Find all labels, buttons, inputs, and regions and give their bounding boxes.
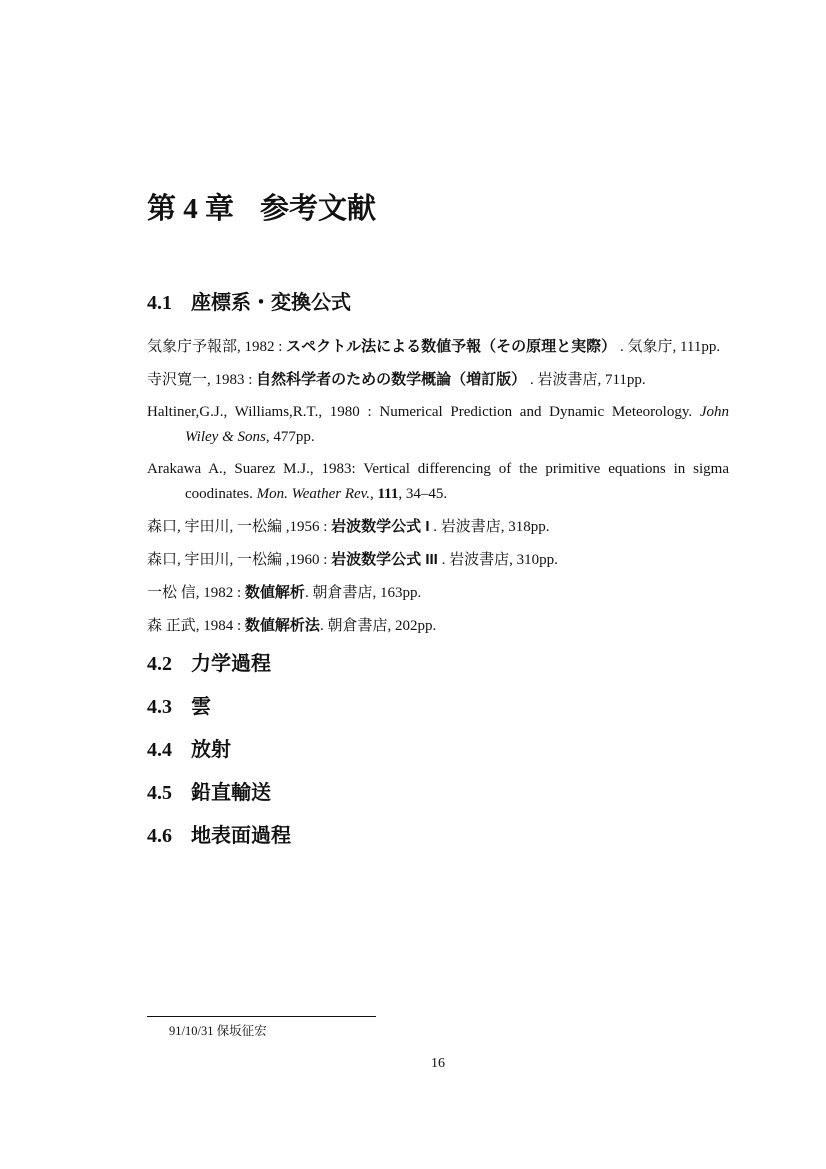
section-title: 雲 bbox=[191, 696, 211, 718]
reference-text-part: 森 正武, 1984 : bbox=[147, 618, 245, 634]
reference-text-part: . 気象庁, 111pp. bbox=[616, 339, 721, 355]
reference-text-part: 岩波数学公式 I bbox=[331, 518, 430, 535]
reference-text-part: . 岩波書店, 310pp. bbox=[437, 552, 558, 568]
reference-text-part: . 岩波書店, 711pp. bbox=[526, 372, 646, 388]
reference-text-part: 自然科学者のための数学概論（増訂版） bbox=[256, 371, 527, 388]
section-title: 鉛直輸送 bbox=[191, 782, 271, 804]
section-title: 地表面過程 bbox=[191, 825, 291, 847]
text-column bbox=[147, 0, 729, 849]
section-number: 4.4 bbox=[147, 739, 172, 761]
section-heading-4-3 bbox=[147, 694, 729, 720]
section-number: 4.3 bbox=[147, 696, 172, 718]
reference-text-part: Mon. Weather Rev. bbox=[256, 486, 370, 502]
section-heading-4-2 bbox=[147, 651, 729, 677]
section-title: 放射 bbox=[191, 739, 231, 761]
footnote-text: 91/10/31 保坂征宏 bbox=[169, 1024, 267, 1038]
reference-text-part: , bbox=[369, 486, 378, 502]
reference-entry bbox=[147, 613, 729, 639]
reference-text-part: Arakawa A., Suarez M.J., 1983: Vertical differencing of the primitive equations in sigma coodinates. bbox=[147, 461, 729, 502]
reference-text-part: John Wiley & Sons bbox=[185, 404, 729, 445]
chapter-number: 第 4 章 bbox=[147, 193, 235, 225]
reference-text-part: . 朝倉書店, 202pp. bbox=[319, 618, 437, 634]
reference-text-part: , 477pp. bbox=[265, 429, 315, 445]
reference-entry bbox=[147, 580, 729, 606]
reference-text-part: . 朝倉書店, 163pp. bbox=[304, 585, 422, 601]
reference-text-part: . 岩波書店, 318pp. bbox=[429, 519, 550, 535]
chapter-title: 参考文献 bbox=[260, 193, 377, 225]
reference-text-part: 森口, 宇田川, 一松編 ,1956 : bbox=[147, 519, 332, 535]
reference-entry bbox=[147, 457, 729, 507]
reference-entry bbox=[147, 547, 729, 573]
reference-text-part: スペクトル法による数値予報（その原理と実際） bbox=[286, 338, 617, 355]
section-heading-4-5 bbox=[147, 780, 729, 806]
section-number: 4.5 bbox=[147, 782, 172, 804]
footnote-rule bbox=[147, 1016, 376, 1017]
reference-text-part: 森口, 宇田川, 一松編 ,1960 : bbox=[147, 552, 332, 568]
reference-entry bbox=[147, 367, 729, 393]
footnote-area bbox=[147, 1016, 729, 1039]
reference-text-part: 寺沢寛一, 1983 : bbox=[147, 372, 257, 388]
reference-text-part: Haltiner,G.J., Williams,R.T., 1980 : Numerical Prediction and Dynamic Meteorology. bbox=[147, 404, 700, 420]
section-heading-4-6 bbox=[147, 823, 729, 849]
section-title: 力学過程 bbox=[191, 653, 271, 675]
reference-entry bbox=[147, 400, 729, 450]
section-number: 4.6 bbox=[147, 825, 172, 847]
reference-text-part: 一松 信, 1982 : bbox=[147, 585, 245, 601]
reference-entry bbox=[147, 514, 729, 540]
reference-text-part: 岩波数学公式 III bbox=[331, 551, 438, 568]
reference-list bbox=[147, 334, 729, 639]
reference-text-part: 111 bbox=[377, 486, 399, 502]
section-heading-4-4 bbox=[147, 737, 729, 763]
reference-text-part: , 34–45. bbox=[398, 486, 448, 502]
reference-text-part: 数値解析 bbox=[244, 584, 305, 601]
section-number: 4.2 bbox=[147, 653, 172, 675]
section-title: 座標系・変換公式 bbox=[191, 292, 351, 314]
page-number: 16 bbox=[431, 1056, 445, 1071]
reference-text-part: 気象庁予報部, 1982 : bbox=[147, 339, 287, 355]
chapter-heading bbox=[147, 192, 729, 226]
reference-text-part: 数値解析法 bbox=[244, 617, 320, 634]
reference-entry bbox=[147, 334, 729, 360]
section-number: 4.1 bbox=[147, 292, 172, 314]
section-heading-4-1 bbox=[147, 290, 729, 316]
